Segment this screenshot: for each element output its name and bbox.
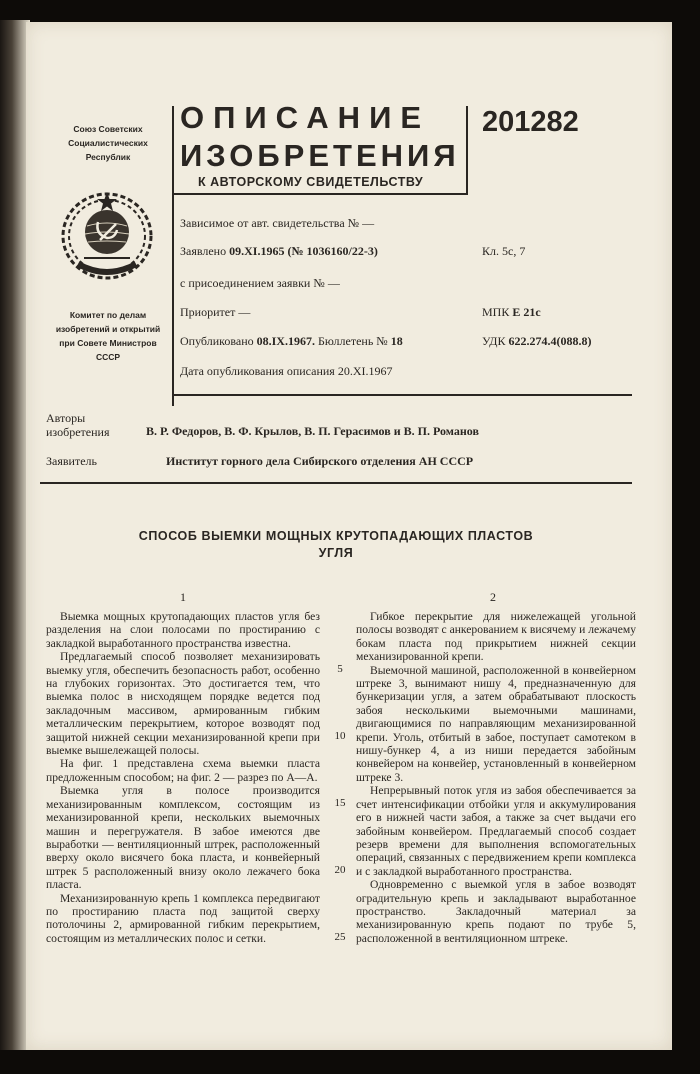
document-page — [26, 22, 672, 1050]
published-field — [180, 334, 403, 349]
line-number: 10 — [334, 730, 346, 742]
mpk-field — [482, 305, 541, 320]
paragraph: Одновременно с выемкой угля в забое возводят оградительную крепь и закладывают выработанное пространство. Закладочный материал за механизированную крепь подают по трубе 5, расположенной в вентиляционном штреке. — [356, 878, 636, 945]
org-bottom — [50, 308, 166, 364]
class-field: Кл. 5с, 7 — [482, 244, 526, 258]
title-line-3: К АВТОРСКОМУ СВИДЕТЕЛЬСТВУ — [198, 175, 424, 189]
line-number: 25 — [334, 931, 346, 943]
paragraph: Выемка угля в полосе производится механизированным комплексом, состоящим из механизированной крепи, нескольких выемочных машин и перегружателя. В забое имеются две выработки — вентиляционный штрек, расположенный вверху около висячего бока пласта, и конвейерный штрек 5 расположенный внизу около лежачего бока пласта. — [46, 784, 320, 892]
joined-value: — — [327, 276, 340, 290]
dependent-label: Зависимое от авт. свидетельства № — [180, 216, 360, 230]
title-underline — [172, 193, 468, 195]
title-left-rule — [172, 106, 174, 406]
line-number: 20 — [334, 864, 346, 876]
org-top — [50, 122, 166, 164]
description-date: Дата опубликования описания 20.XI.1967 — [180, 364, 393, 378]
paragraph: На фиг. 1 представлена схема выемки пласта предложенным способом; на фиг. 2 — разрез по А—А. — [46, 757, 320, 784]
document-title — [86, 528, 586, 562]
paragraph: Непрерывный поток угля из забоя обеспечивается за счет интенсификации отбойки угля и аккумулирования его в нижней части забоя, а также за счет выдачи его забойным конвейером. Предлагаемый способ создает резерв времени для выполнения вспомогательных операций, связанных с передвижением крепи комплекса и с закладкой выработанного пространства. — [356, 784, 636, 878]
line-number: 5 — [337, 663, 343, 675]
authors-label — [46, 411, 109, 439]
column-2 — [356, 610, 636, 945]
title-right-rule — [466, 106, 468, 194]
authors-label-line: Авторы — [46, 411, 86, 425]
org-bottom-line: изобретений и открытий — [55, 324, 161, 334]
paragraph: Выемка мощных крутопадающих пластов угля без разделения на слои полосами по простиранию с закладкой выработанного пространства известна. — [46, 610, 320, 650]
mpk-value: E 21с — [512, 305, 541, 319]
column-1 — [46, 610, 320, 945]
org-bottom-line: СССР — [95, 352, 121, 362]
org-top-line: Социалистических — [68, 138, 148, 148]
ussr-coat-of-arms-icon — [60, 186, 154, 282]
org-bottom-line: при Совете Министров — [59, 338, 157, 348]
mpk-label: МПК — [482, 305, 510, 319]
applicant-value: Институт горного дела Сибирского отделения АН СССР — [166, 454, 474, 468]
paragraph: Гибкое перекрытие для нижележащей угольной полосы возводят с анкерованием к висячему и лежачему бокам пласта под прикрытием нижней секции механизированной крепи. — [356, 610, 636, 664]
bulletin-label: Бюллетень № — [317, 334, 388, 348]
authors-separator — [40, 482, 632, 484]
column-1-number: 1 — [180, 590, 186, 604]
filed-field — [180, 244, 378, 259]
patent-number: 201282 — [482, 106, 579, 138]
priority-value: — — [238, 305, 251, 319]
dependent-value: — — [362, 216, 375, 230]
joined-label: с присоединением заявки № — [180, 276, 325, 290]
org-top-line: Республик — [85, 152, 131, 162]
document-title-line: УГЛЯ — [318, 546, 354, 560]
applicant-label: Заявитель — [46, 454, 97, 468]
filed-value: 09.XI.1965 (№ 1036160/22-3) — [229, 244, 378, 258]
biblio-separator — [172, 394, 632, 396]
document-title-line: СПОСОБ ВЫЕМКИ МОЩНЫХ КРУТОПАДАЮЩИХ ПЛАСТОВ — [138, 529, 534, 543]
filed-label: Заявлено — [180, 244, 227, 258]
authors-value: В. Р. Федоров, В. Ф. Крылов, В. П. Герасимов и В. П. Романов — [146, 424, 479, 438]
org-top-line: Союз Советских — [73, 124, 143, 134]
bulletin-value: 18 — [390, 334, 403, 348]
column-2-number: 2 — [490, 590, 496, 604]
title-line-2: ИЗОБРЕТЕНИЯ — [180, 138, 460, 173]
paragraph: Выемочной машиной, расположенной в конвейерном штреке 3, вынимают нишу 4, предназначенную для бункеризации угля, а затем обрабатывают плоскость забоя несколькими выемочными машинами, двигающимися по направляющим механизированной крепи. Уголь, отбитый в забое, поступает самотеком в нишу-бункер 4, а из ниши передается забойным конвейером на конвейер, установленный в конвейерном штреке 3. — [356, 663, 636, 784]
udk-value: 622.274.4(088.8) — [508, 334, 592, 348]
line-number: 15 — [334, 797, 346, 809]
org-bottom-line: Комитет по делам — [69, 310, 147, 320]
priority-label: Приоритет — [180, 305, 236, 319]
published-value: 08.IX.1967. — [256, 334, 315, 348]
published-label: Опубликовано — [180, 334, 254, 348]
joined-field — [180, 276, 340, 291]
udk-label: УДК — [482, 334, 506, 348]
paragraph: Механизированную крепь 1 комплекса передвигают по простиранию пласта под защитой сверху потолочины 2, армированной гибким перекрытием, состоящим из металлических полос и сетки. — [46, 891, 320, 945]
paragraph: Предлагаемый способ позволяет механизировать выемку угля, обеспечить безопасность работ, особенно на глубоких горизонтах. Это достигается тем, что выемка полос в нисходящем порядке ведется под закладочным массивом, армированным гибким металлическим перекрытием, которое возводят под защитой нижней секции механизированной крепи при выемке вышележащей полосы. — [46, 650, 320, 758]
udk-field — [482, 334, 591, 349]
title-line-1: ОПИСАНИЕ — [180, 100, 431, 135]
priority-field — [180, 305, 250, 320]
dependent-field — [180, 216, 374, 231]
authors-label-line: изобретения — [46, 425, 110, 439]
